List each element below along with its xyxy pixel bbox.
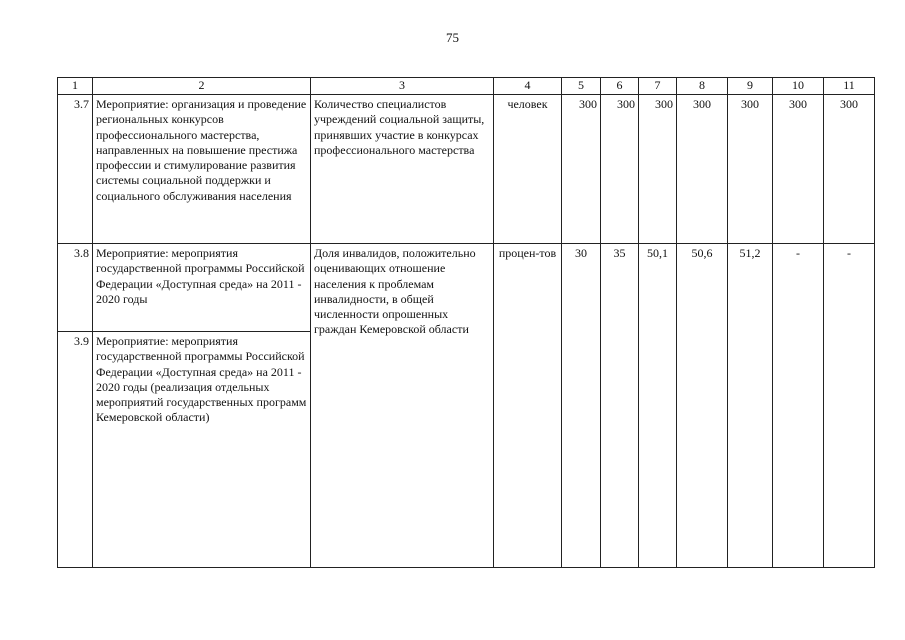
row-number: 3.7: [58, 95, 93, 244]
event-cell: Мероприятие: организация и проведение региональных конкурсов профессионального мастерства, направленных на повышение престижа профессии и стимулирование развития системы социальной поддержки и социального обслуживания населения: [93, 95, 311, 244]
row-number: 3.9: [58, 332, 93, 568]
value-cell: -: [824, 244, 875, 568]
value-cell: 51,2: [728, 244, 773, 568]
column-header: 5: [562, 78, 601, 95]
indicator-cell: Количество специалистов учреждений социальной защиты, принявших участие в конкурсах профессионального мастерства: [311, 95, 494, 244]
event-cell: Мероприятие: мероприятия государственной программы Российской Федерации «Доступная среда» на 2011 - 2020 годы (реализация отдельных мероприятий государственных программ Кемеровской области): [93, 332, 311, 568]
column-header: 8: [677, 78, 728, 95]
page-number: 75: [446, 30, 459, 45]
column-header: 1: [58, 78, 93, 95]
value-cell: -: [773, 244, 824, 568]
indicator-cell: Доля инвалидов, положительно оценивающих отношение населения к проблемам инвалидности, в общей численности опрошенных граждан Кемеровской области: [311, 244, 494, 568]
column-header: 11: [824, 78, 875, 95]
event-cell: Мероприятие: мероприятия государственной программы Российской Федерации «Доступная среда» на 2011 - 2020 годы: [93, 244, 311, 332]
value-cell: 50,6: [677, 244, 728, 568]
value-cell: 300: [562, 95, 601, 244]
value-cell: 300: [728, 95, 773, 244]
header-row: [58, 78, 875, 95]
indicators-table: [57, 77, 875, 568]
table-row: [58, 95, 875, 244]
value-cell: 50,1: [639, 244, 677, 568]
row-number: 3.8: [58, 244, 93, 332]
column-header: 9: [728, 78, 773, 95]
value-cell: 300: [639, 95, 677, 244]
table-row: [58, 244, 875, 332]
column-header: 10: [773, 78, 824, 95]
unit-cell: человек: [494, 95, 562, 244]
column-header: 3: [311, 78, 494, 95]
column-header: 2: [93, 78, 311, 95]
value-cell: 300: [773, 95, 824, 244]
column-header: 4: [494, 78, 562, 95]
column-header: 7: [639, 78, 677, 95]
column-header: 6: [601, 78, 639, 95]
value-cell: 300: [601, 95, 639, 244]
unit-cell: процен-тов: [494, 244, 562, 568]
value-cell: 35: [601, 244, 639, 568]
value-cell: 300: [677, 95, 728, 244]
value-cell: 300: [824, 95, 875, 244]
value-cell: 30: [562, 244, 601, 568]
